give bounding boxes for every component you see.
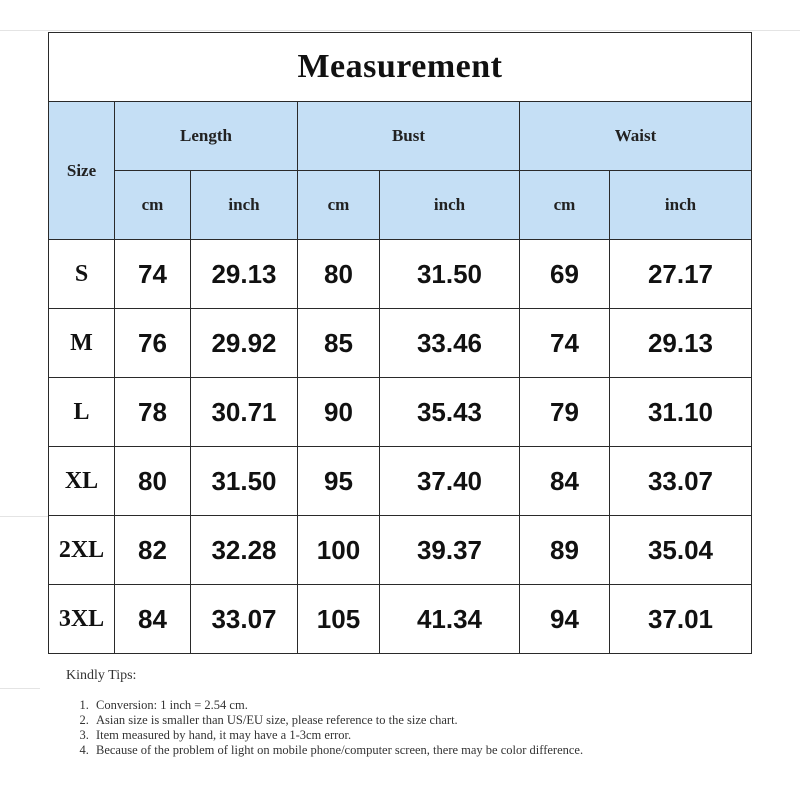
value-cell: 31.50 <box>191 447 298 516</box>
value-cell: 80 <box>298 240 380 309</box>
tip-item: 3. Item measured by hand, it may have a 1-3cm error. <box>92 728 766 743</box>
value-cell: 85 <box>298 309 380 378</box>
divider-line <box>0 688 40 689</box>
table-row <box>49 516 752 585</box>
value-cell: 94 <box>520 585 610 654</box>
divider-line <box>0 516 48 517</box>
value-cell: 74 <box>115 240 191 309</box>
size-cell: 2XL <box>49 516 115 585</box>
divider-line <box>0 30 800 31</box>
waist-group-header: Waist <box>520 102 752 171</box>
tip-item: 4. Because of the problem of light on mobile phone/computer screen, there may be color difference. <box>92 743 766 758</box>
unit-header: inch <box>380 171 520 240</box>
size-cell: 3XL <box>49 585 115 654</box>
table-row <box>49 240 752 309</box>
value-cell: 89 <box>520 516 610 585</box>
unit-header: inch <box>610 171 752 240</box>
size-cell: XL <box>49 447 115 516</box>
unit-header: cm <box>520 171 610 240</box>
size-cell: S <box>49 240 115 309</box>
value-cell: 100 <box>298 516 380 585</box>
unit-header: inch <box>191 171 298 240</box>
value-cell: 35.43 <box>380 378 520 447</box>
value-cell: 29.13 <box>191 240 298 309</box>
value-cell: 78 <box>115 378 191 447</box>
value-cell: 31.50 <box>380 240 520 309</box>
value-cell: 33.46 <box>380 309 520 378</box>
value-cell: 37.01 <box>610 585 752 654</box>
value-cell: 41.34 <box>380 585 520 654</box>
value-cell: 79 <box>520 378 610 447</box>
value-cell: 84 <box>115 585 191 654</box>
table-title: Measurement <box>49 33 752 102</box>
tip-item: 2. Asian size is smaller than US/EU size, please reference to the size chart. <box>92 713 766 728</box>
value-cell: 33.07 <box>191 585 298 654</box>
value-cell: 27.17 <box>610 240 752 309</box>
value-cell: 33.07 <box>610 447 752 516</box>
value-cell: 69 <box>520 240 610 309</box>
size-cell: M <box>49 309 115 378</box>
table-row <box>49 378 752 447</box>
unit-header: cm <box>298 171 380 240</box>
value-cell: 82 <box>115 516 191 585</box>
value-cell: 29.13 <box>610 309 752 378</box>
table-row <box>49 585 752 654</box>
value-cell: 32.28 <box>191 516 298 585</box>
size-chart-table <box>48 32 752 654</box>
tips-list <box>66 698 766 758</box>
value-cell: 35.04 <box>610 516 752 585</box>
value-cell: 31.10 <box>610 378 752 447</box>
size-cell: L <box>49 378 115 447</box>
bust-group-header: Bust <box>298 102 520 171</box>
kindly-tips <box>66 668 766 758</box>
value-cell: 37.40 <box>380 447 520 516</box>
size-column-header: Size <box>49 102 115 240</box>
value-cell: 74 <box>520 309 610 378</box>
value-cell: 29.92 <box>191 309 298 378</box>
table-row <box>49 309 752 378</box>
value-cell: 39.37 <box>380 516 520 585</box>
value-cell: 105 <box>298 585 380 654</box>
value-cell: 80 <box>115 447 191 516</box>
value-cell: 90 <box>298 378 380 447</box>
value-cell: 95 <box>298 447 380 516</box>
unit-header: cm <box>115 171 191 240</box>
value-cell: 84 <box>520 447 610 516</box>
value-cell: 30.71 <box>191 378 298 447</box>
tips-heading: Kindly Tips: <box>66 668 137 683</box>
length-group-header: Length <box>115 102 298 171</box>
value-cell: 76 <box>115 309 191 378</box>
table-row <box>49 447 752 516</box>
tip-item: 1. Conversion: 1 inch = 2.54 cm. <box>92 698 766 713</box>
